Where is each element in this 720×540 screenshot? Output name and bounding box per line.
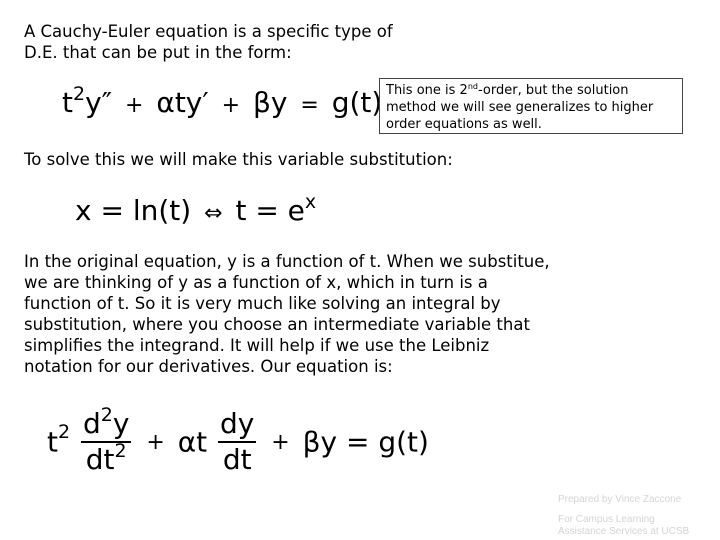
footer-credit: For Campus Learning Assistance Services at UCSB xyxy=(558,514,690,537)
intro-line: D.E. that can be put in the form: xyxy=(24,43,292,62)
explanation-paragraph xyxy=(24,251,624,377)
cauchy-euler-form-equation: $t^2y'' + \alpha ty' + \beta y = g(t)$ xyxy=(62,83,383,119)
intro-line: A Cauchy-Euler equation is a specific type of xyxy=(24,22,393,41)
footer-credit: Prepared by Vince Zaccone xyxy=(558,494,682,505)
solve-instruction: To solve this we will make this variable substitution: xyxy=(24,150,453,169)
intro-paragraph xyxy=(24,21,454,63)
second-derivative-fraction: $\frac{d^2y}{dt^2}$ xyxy=(82,404,130,476)
explanation-line: function of t. So it is very much like solving an integral by xyxy=(24,294,501,313)
explanation-line: In the original equation, y is a function of t. When we substitue, xyxy=(24,252,550,271)
leibniz-notation-equation: $t^2$ $\frac{d^2y}{dt^2}$ + αt $\frac{dy}{dt}$ + βy = g(t) xyxy=(47,404,429,476)
order-note-box: This one is 2nd-order, but the solution method we will see generalizes to higher order equations as well. xyxy=(379,78,683,134)
explanation-line: substitution, where you choose an intermediate variable that xyxy=(24,315,530,334)
explanation-line: we are thinking of y as a function of x, which in turn is a xyxy=(24,273,488,292)
explanation-line: notation for our derivatives. Our equation is: xyxy=(24,357,393,376)
variable-substitution-equation: x = ln(t) ⇔ $t = e^x$ xyxy=(75,191,317,227)
explanation-line: simplifies the integrand. It will help if we use the Leibniz xyxy=(24,336,490,355)
first-derivative-fraction: $\frac{dy}{dt}$ xyxy=(220,407,255,476)
equivalence-arrow-icon: ⇔ xyxy=(204,201,223,226)
